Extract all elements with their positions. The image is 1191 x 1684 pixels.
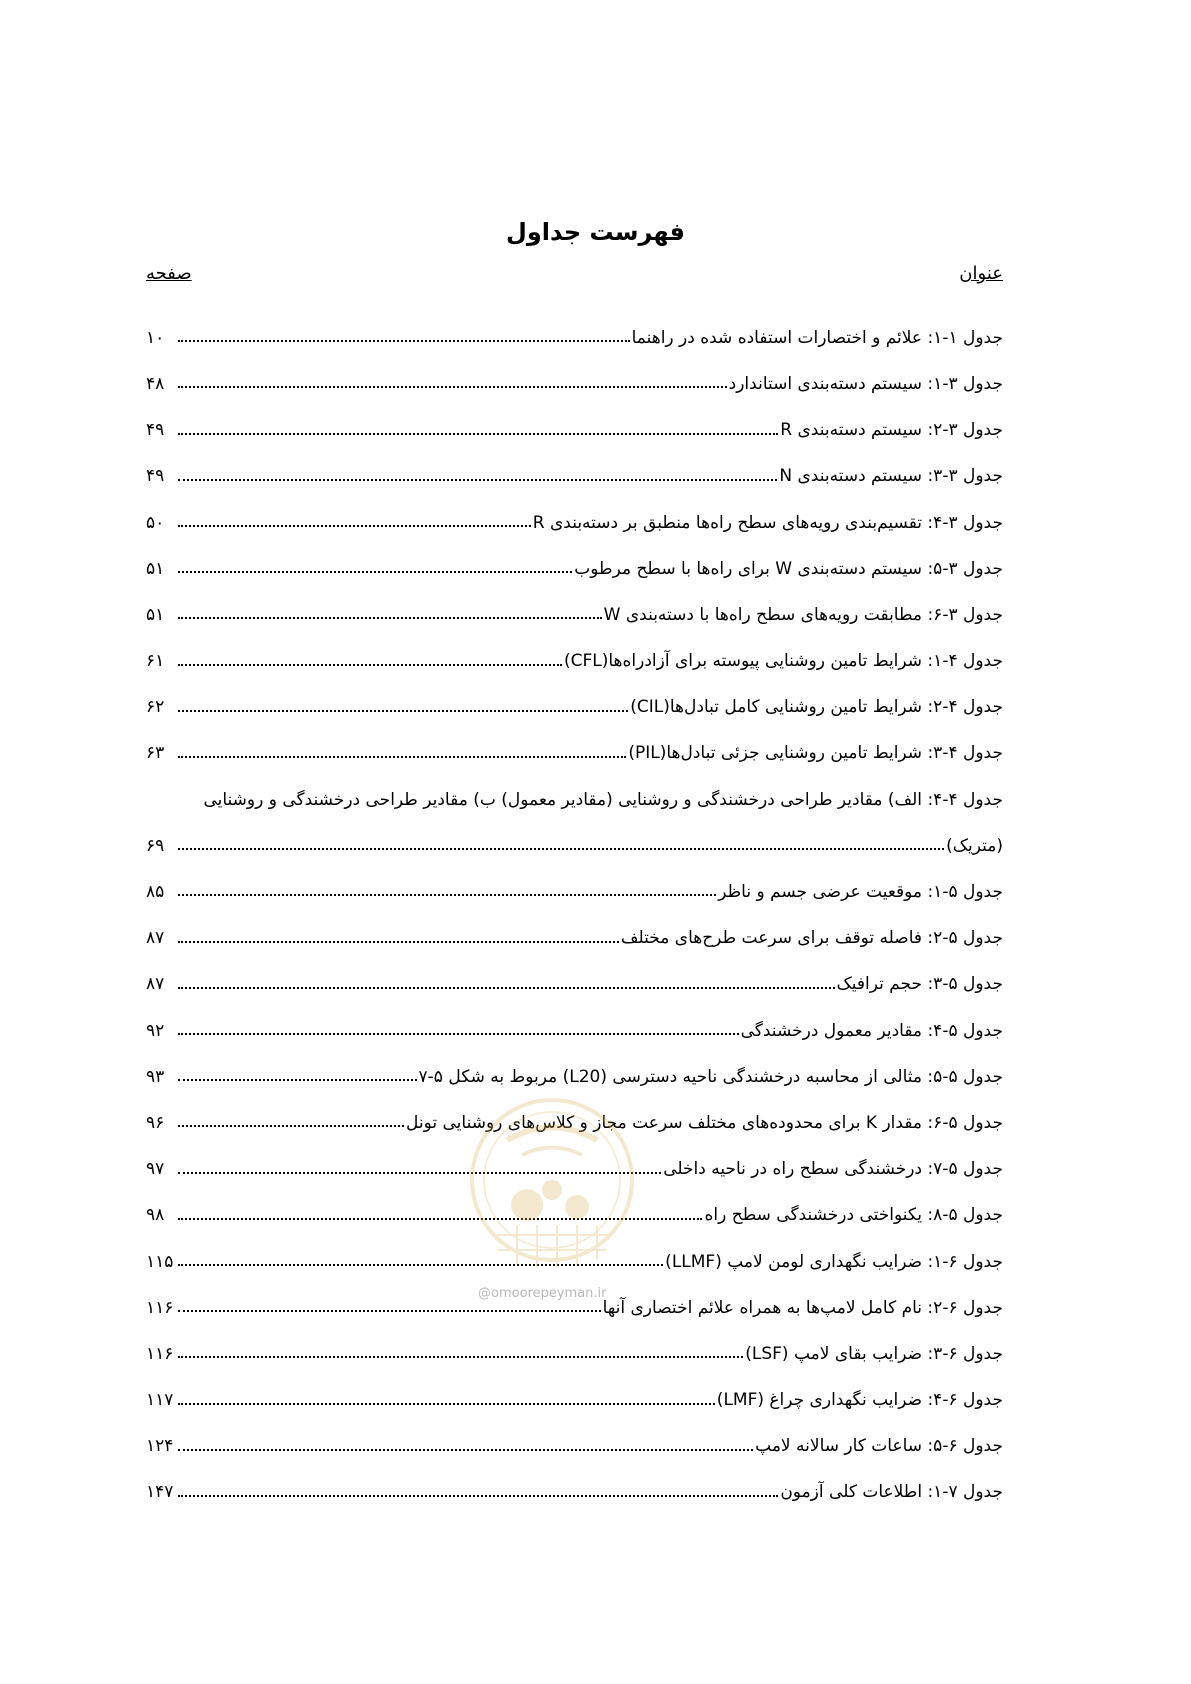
dot-leader xyxy=(178,1495,778,1497)
toc-entry-page: ۱۲۴ xyxy=(146,1436,174,1457)
toc-entry-page: ۱۴۷ xyxy=(146,1482,174,1503)
toc-entry-page: ۱۱۶ xyxy=(146,1343,174,1364)
table-of-contents xyxy=(146,302,1003,1503)
toc-entry-page: ۶۲ xyxy=(146,697,165,718)
toc-entry-label-line1: جدول ۴-۴: الف) مقادیر طراحی درخشندگی و روشنایی (مقادیر معمول) ب) مقادیر طراحی درخشندگی و روشنایی xyxy=(203,789,1003,810)
toc-entry-page: ۴۹ xyxy=(146,466,165,487)
toc-entry-label: جدول ۴-۲: شرایط تامین روشنایی کامل تبادل‌ها(CIL) xyxy=(630,697,1003,718)
toc-entry[interactable] xyxy=(146,394,1003,440)
toc-entry-page: ۹۶ xyxy=(146,1112,165,1133)
dot-leader xyxy=(178,1449,753,1451)
toc-entry-page: ۴۸ xyxy=(146,373,165,394)
dot-leader xyxy=(178,756,626,758)
toc-entry-label: جدول ۶-۵: ساعات کار سالانه لامپ xyxy=(755,1436,1003,1457)
toc-entry-label: جدول ۳-۶: مطابقت رویه‌های سطح راه‌ها با دسته‌بندی W xyxy=(603,604,1003,625)
toc-entry[interactable] xyxy=(146,1041,1003,1087)
dot-leader xyxy=(178,664,562,666)
toc-entry-page: ۶۳ xyxy=(146,743,165,764)
toc-entry-label: جدول ۳-۳: سیستم دسته‌بندی N xyxy=(779,466,1003,487)
toc-entry-label: جدول ۵-۶: مقدار K برای محدوده‌های مختلف سرعت مجاز و کلاس‌های روشنایی تونل xyxy=(405,1112,1003,1133)
toc-entry-page: ۹۲ xyxy=(146,1020,165,1041)
dot-leader xyxy=(178,386,727,388)
toc-entry-page: ۶۱ xyxy=(146,651,165,672)
toc-entry-page: ۹۸ xyxy=(146,1205,165,1226)
toc-entry-label-line2: (متریک) xyxy=(946,835,1003,856)
toc-entry-label: جدول ۴-۱: شرایط تامین روشنایی پیوسته برای آزادراه‌ها(CFL) xyxy=(563,651,1003,672)
toc-entry-page: ۴۹ xyxy=(146,420,165,441)
dot-leader xyxy=(178,525,531,527)
toc-entry-page: ۵۰ xyxy=(146,512,165,533)
dot-leader xyxy=(178,617,602,619)
toc-entry-label: جدول ۶-۱: ضرایب نگهداری لومن لامپ (LLMF) xyxy=(665,1251,1003,1272)
toc-entry-label: جدول ۳-۴: تقسیم‌بندی رویه‌های سطح راه‌ها منطبق بر دسته‌بندی R xyxy=(532,512,1003,533)
dot-leader xyxy=(178,340,630,342)
dot-leader xyxy=(178,1310,601,1312)
column-header-page: صفحه xyxy=(146,263,192,284)
dot-leader xyxy=(178,1079,417,1081)
toc-entry[interactable] xyxy=(146,856,1003,902)
toc-entry-page: ۱۱۷ xyxy=(146,1390,174,1411)
dot-leader xyxy=(178,710,628,712)
toc-entry-label: جدول ۶-۲: نام کامل لامپ‌ها به همراه علائم اختصاری آنها xyxy=(602,1297,1003,1318)
toc-entry-page: ۱۱۶ xyxy=(146,1297,174,1318)
watermark-logo-icon xyxy=(467,1095,637,1295)
watermark-site: @omoorepeyman.ir xyxy=(478,1286,607,1301)
toc-entry[interactable] xyxy=(146,441,1003,487)
toc-entry-label: جدول ۵-۸: یکنواختی درخشندگی سطح راه xyxy=(704,1205,1003,1226)
toc-entry[interactable] xyxy=(146,625,1003,671)
toc-entry-page: ۸۷ xyxy=(146,928,165,949)
toc-entry[interactable] xyxy=(146,995,1003,1041)
toc-entry-label: جدول ۴-۳: شرایط تامین روشنایی جزئی تبادل‌ها(PIL) xyxy=(628,743,1003,764)
dot-leader xyxy=(178,848,944,850)
toc-entry-page: ۵۱ xyxy=(146,558,165,579)
toc-entry-label: جدول ۳-۲: سیستم دسته‌بندی R xyxy=(780,420,1003,441)
dot-leader xyxy=(178,894,716,896)
toc-entry[interactable] xyxy=(146,1457,1003,1503)
toc-entry-page: ۹۷ xyxy=(146,1159,165,1180)
dot-leader xyxy=(178,941,619,943)
toc-entry[interactable] xyxy=(146,1364,1003,1410)
page-title: فهرست جداول xyxy=(506,218,685,246)
dot-leader xyxy=(178,433,778,435)
dot-leader xyxy=(178,1403,715,1405)
toc-entry-label: جدول ۶-۴: ضرایب نگهداری چراغ (LMF) xyxy=(716,1390,1003,1411)
toc-entry-label: جدول ۷-۱: اطلاعات کلی آزمون xyxy=(780,1482,1003,1503)
toc-entry-page: ۹۳ xyxy=(146,1066,165,1087)
toc-entry-label: جدول ۵-۲: فاصله توقف برای سرعت طرح‌های مختلف xyxy=(620,928,1003,949)
toc-entry-page: ۱۱۵ xyxy=(146,1251,174,1272)
toc-entry[interactable] xyxy=(146,1318,1003,1364)
toc-entry-page: ۶۹ xyxy=(146,835,165,856)
toc-entry[interactable] xyxy=(146,718,1003,764)
toc-entry[interactable] xyxy=(146,902,1003,948)
dot-leader xyxy=(178,987,835,989)
dot-leader xyxy=(178,1033,739,1035)
toc-entry[interactable] xyxy=(146,949,1003,995)
dot-leader xyxy=(178,479,777,481)
toc-entry-label: جدول ۶-۳: ضرایب بقای لامپ (LSF) xyxy=(745,1343,1003,1364)
toc-entry[interactable] xyxy=(146,348,1003,394)
toc-entry[interactable] xyxy=(146,579,1003,625)
toc-entry-label: جدول ۵-۴: مقادیر معمول درخشندگی xyxy=(740,1020,1003,1041)
toc-entry-label: جدول ۵-۳: حجم ترافیک xyxy=(836,974,1003,995)
column-header-title: عنوان xyxy=(959,263,1003,284)
toc-entry-multiline[interactable] xyxy=(146,764,1003,856)
toc-entry[interactable] xyxy=(146,487,1003,533)
toc-entry-page: ۵۱ xyxy=(146,604,165,625)
toc-entry-label: جدول ۵-۵: مثالی از محاسبه درخشندگی ناحیه دسترسی (L20) مربوط به شکل ۵-۷ xyxy=(418,1066,1003,1087)
dot-leader xyxy=(178,571,572,573)
toc-entry-label: جدول ۵-۷: درخشندگی سطح راه در ناحیه داخلی xyxy=(663,1159,1003,1180)
dot-leader xyxy=(178,1356,743,1358)
toc-entry-label: جدول ۵-۱: موقعیت عرضی جسم و ناظر xyxy=(718,882,1003,903)
toc-entry[interactable] xyxy=(146,672,1003,718)
toc-entry[interactable] xyxy=(146,302,1003,348)
toc-entry[interactable] xyxy=(146,1411,1003,1457)
toc-entry-page: ۸۷ xyxy=(146,974,165,995)
toc-entry-page: ۸۵ xyxy=(146,882,165,903)
toc-entry-label: جدول ۱-۱: علائم و اختصارات استفاده شده در راهنما xyxy=(631,327,1003,348)
toc-entry-label: جدول ۳-۱: سیستم دسته‌بندی استاندارد xyxy=(728,373,1003,394)
dot-leader xyxy=(178,1125,404,1127)
toc-entry-page: ۱۰ xyxy=(146,327,165,348)
toc-entry-label: جدول ۳-۵: سیستم دسته‌بندی W برای راه‌ها با سطح مرطوب xyxy=(574,558,1003,579)
toc-entry[interactable] xyxy=(146,533,1003,579)
